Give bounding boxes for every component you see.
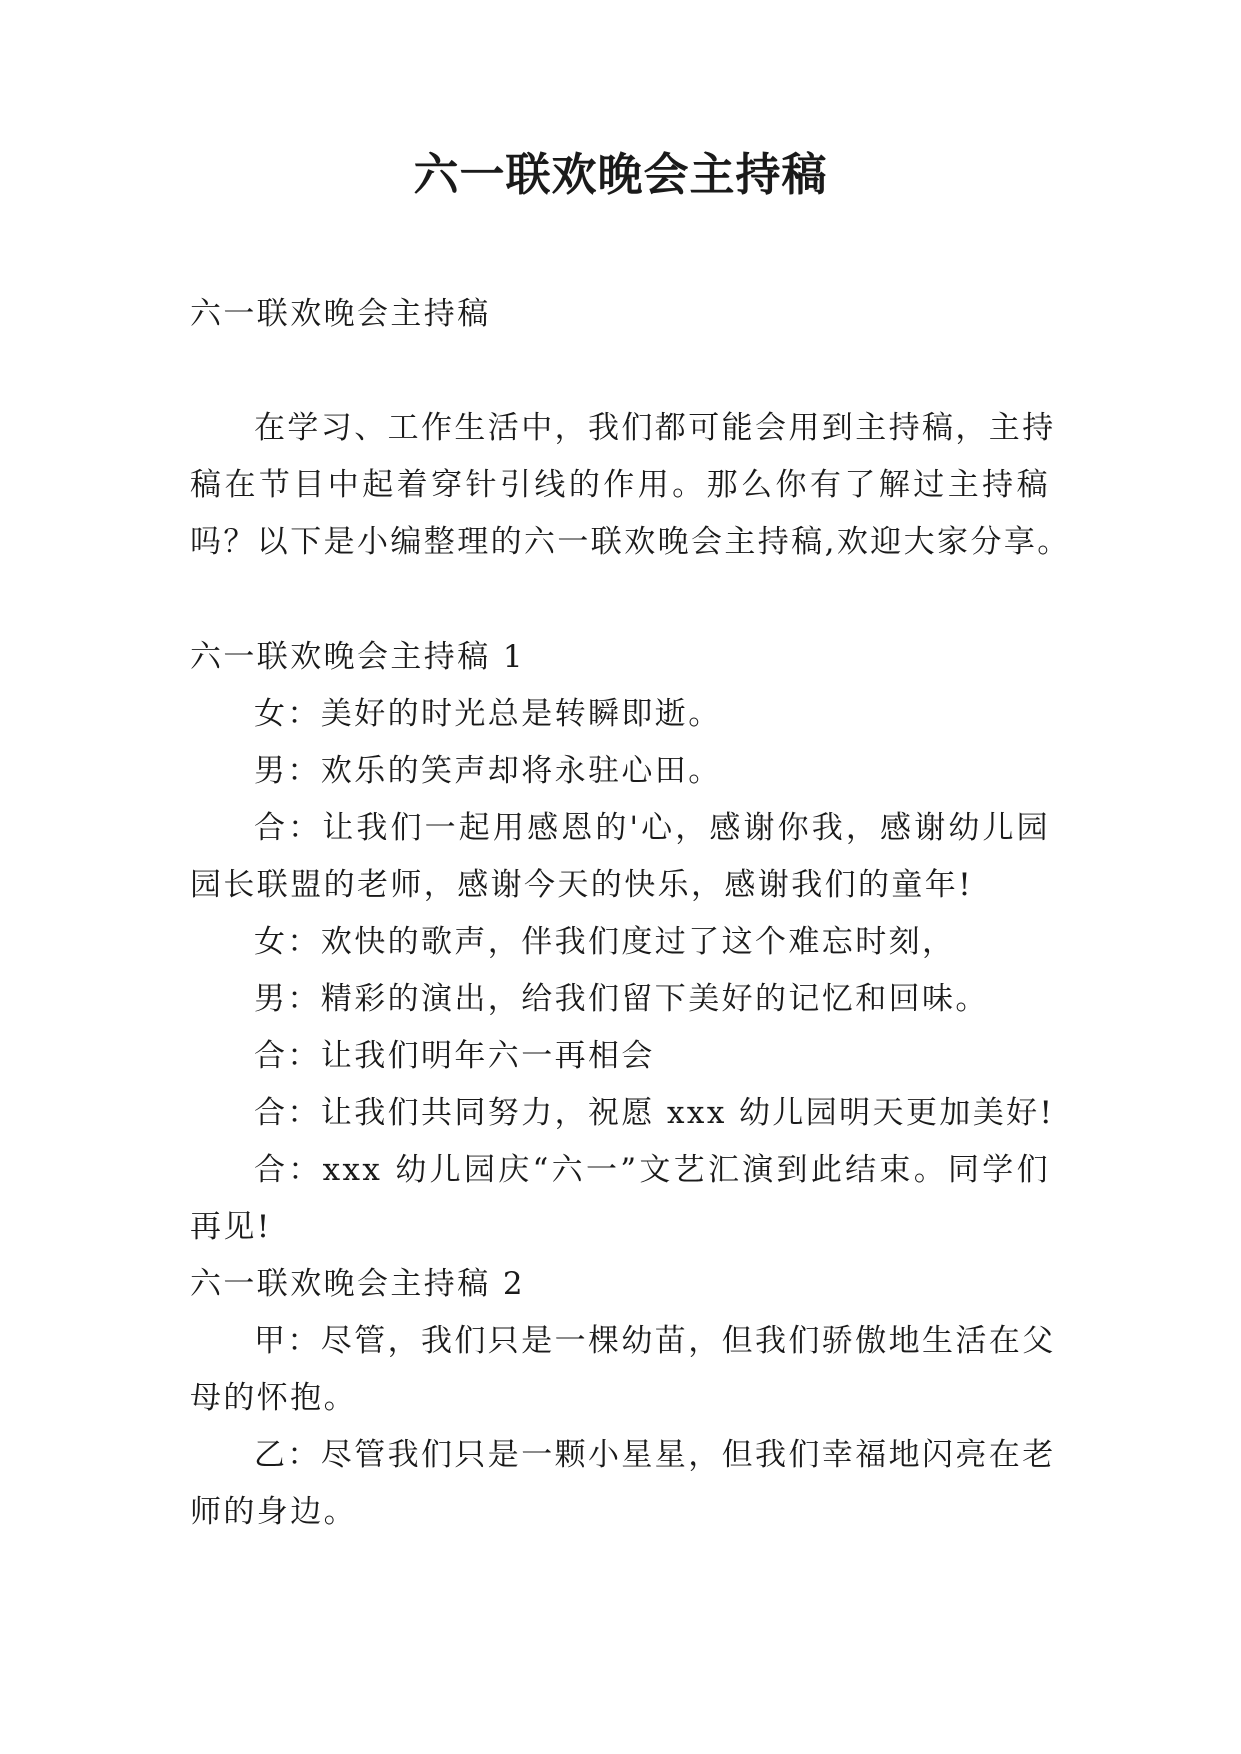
section1-line-8: 合：让我们共同努力，祝愿 xxx 幼儿园明天更加美好! [254, 1095, 1055, 1131]
section1-line-7: 合：让我们明年六一再相会 [254, 1038, 655, 1074]
section1-heading: 六一联欢晚会主持稿 1 [190, 639, 525, 675]
section1-line-1: 女：美好的时光总是转瞬即逝。 [254, 696, 722, 732]
section2-line-1: 甲：尽管，我们只是一棵幼苗，但我们骄傲地生活在父 [254, 1323, 1056, 1359]
section2-line-2: 母的怀抱。 [190, 1380, 357, 1416]
document-title: 六一联欢晚会主持稿 [413, 148, 828, 201]
section2-line-4: 师的身边。 [190, 1494, 357, 1530]
intro-line-2: 稿在节目中起着穿针引线的作用。那么你有了解过主持稿 [190, 467, 1050, 503]
intro-line-3: 吗？以下是小编整理的六一联欢晚会主持稿,欢迎大家分享。 [190, 524, 1071, 560]
intro-line-1: 在学习、工作生活中，我们都可能会用到主持稿，主持 [254, 410, 1056, 446]
section1-line-6: 男：精彩的演出，给我们留下美好的记忆和回味。 [254, 981, 989, 1017]
section1-line-9: 合：xxx 幼儿园庆“六一”文艺汇演到此结束。同学们 [254, 1152, 1050, 1188]
section2-line-3: 乙：尽管我们只是一颗小星星，但我们幸福地闪亮在老 [254, 1437, 1056, 1473]
document-subtitle: 六一联欢晚会主持稿 [190, 296, 491, 332]
section1-line-3: 合：让我们一起用感恩的'心，感谢你我，感谢幼儿园 [254, 810, 1050, 846]
section1-line-5: 女：欢快的歌声，伴我们度过了这个难忘时刻， [254, 924, 956, 960]
section1-line-4: 园长联盟的老师，感谢今天的快乐，感谢我们的童年! [190, 867, 974, 903]
section2-heading: 六一联欢晚会主持稿 2 [190, 1266, 525, 1302]
section1-line-2: 男：欢乐的笑声却将永驻心田。 [254, 753, 722, 789]
section1-line-10: 再见! [190, 1209, 272, 1245]
